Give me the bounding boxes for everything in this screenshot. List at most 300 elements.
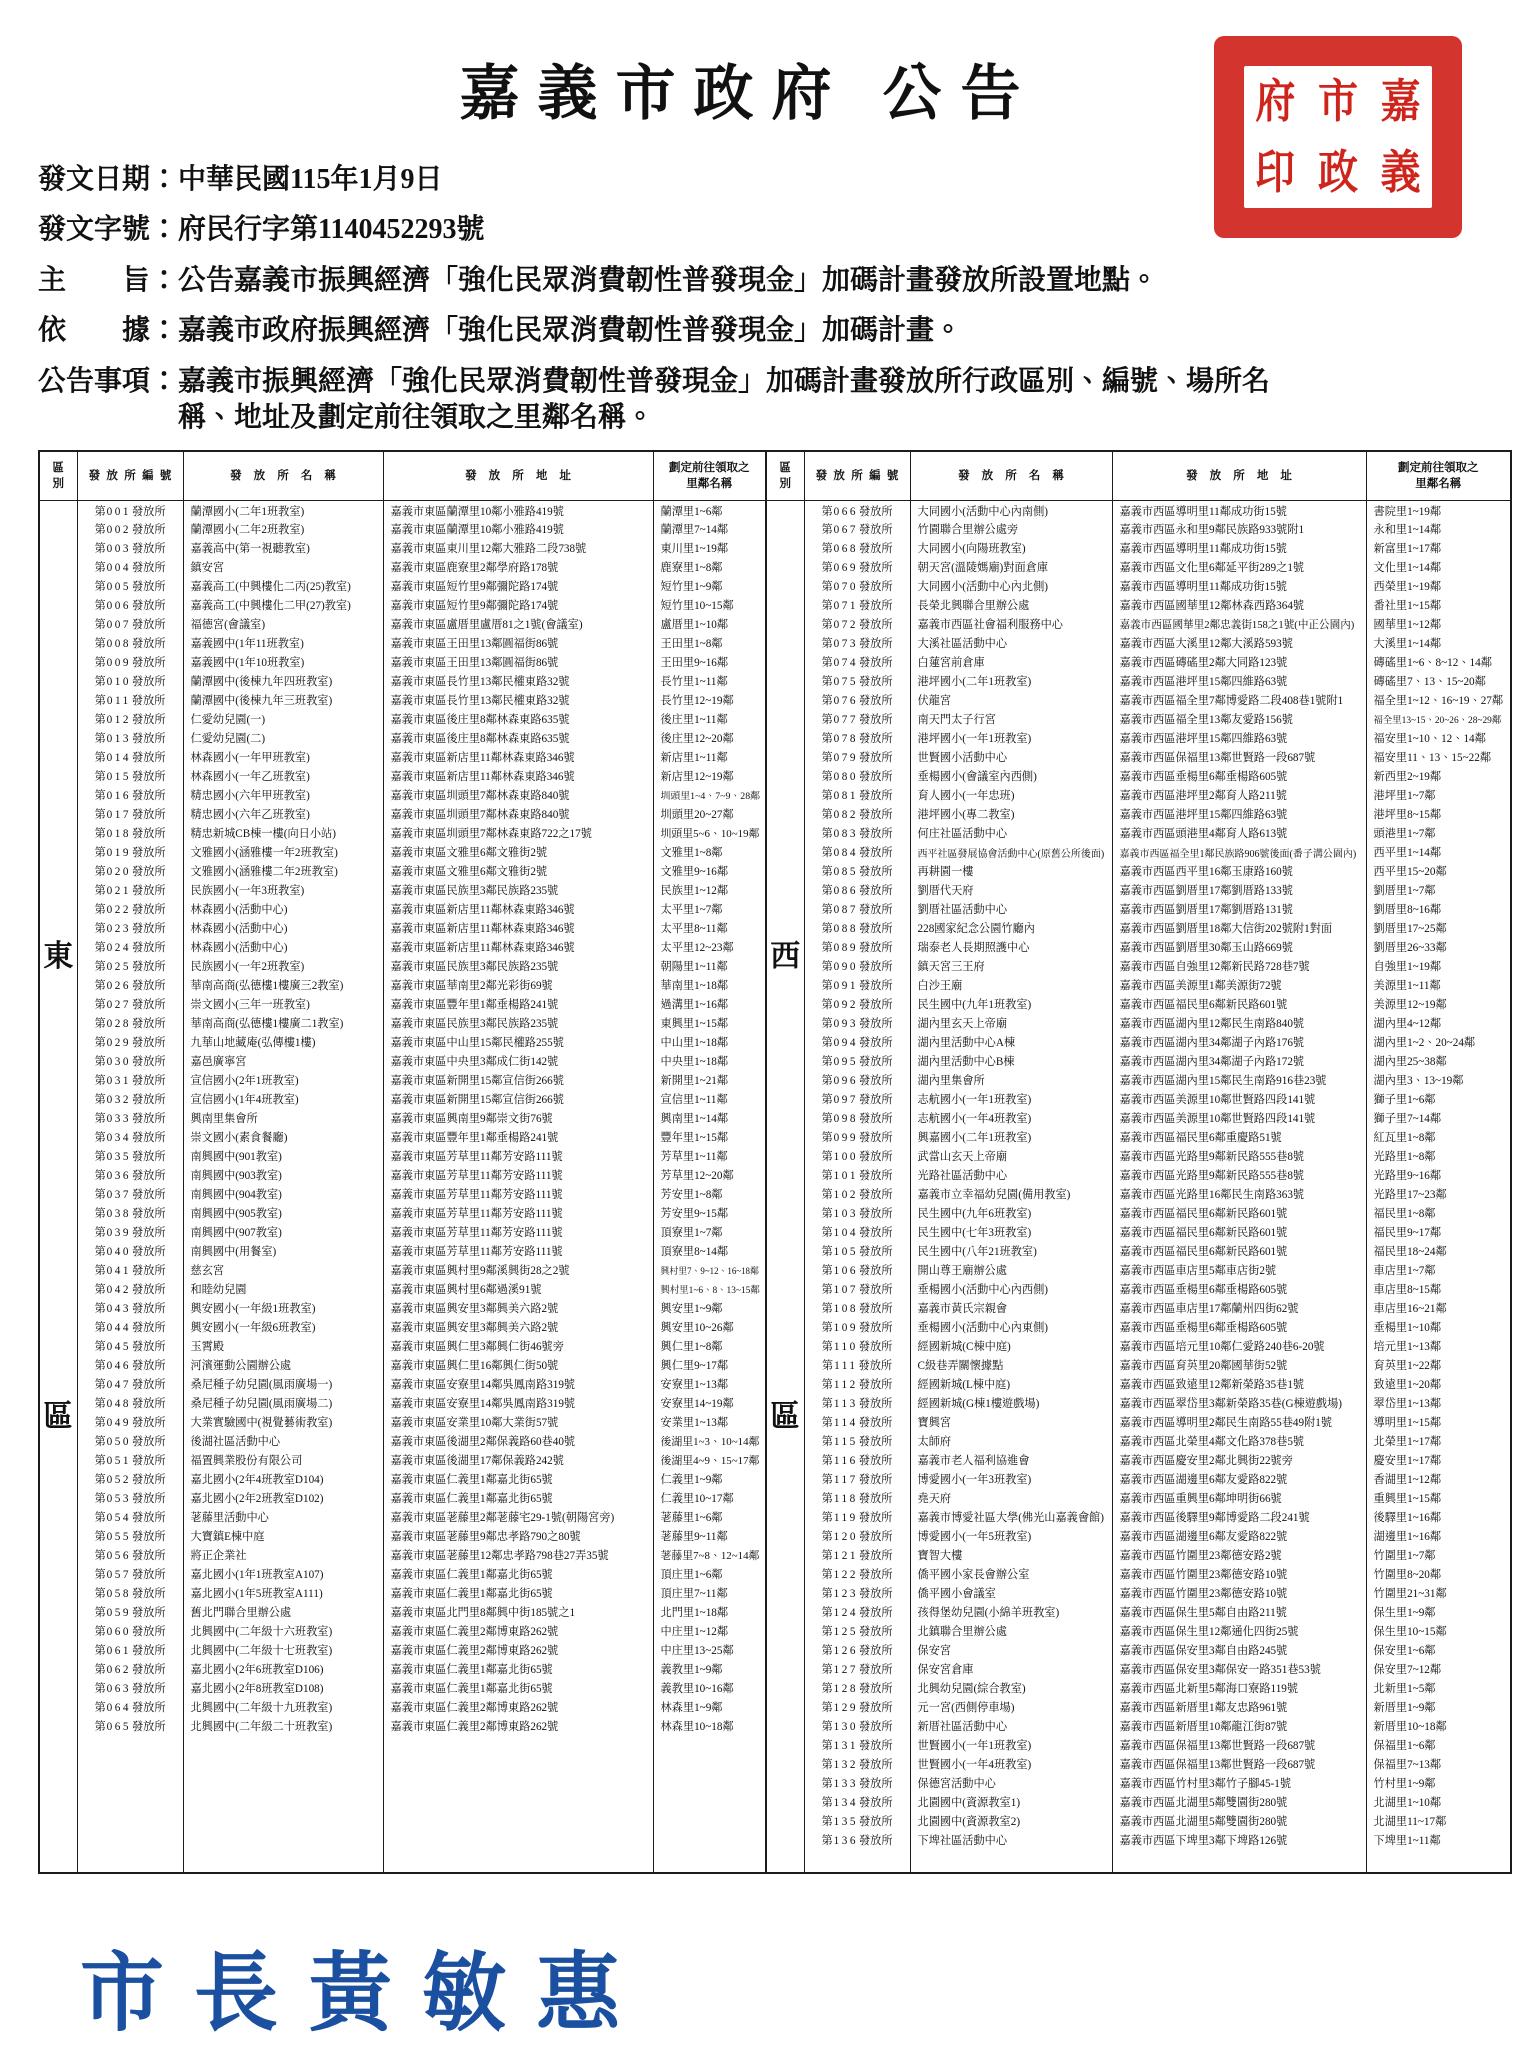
station-address-cell: 嘉義市東區芳草里11鄰芳安路111號 xyxy=(383,1185,653,1204)
station-address-cell: 嘉義市西區文化里6鄰延平街289之1號 xyxy=(1112,558,1366,577)
table-row xyxy=(766,1774,1511,1793)
ward-range-cell: 竹村里1~9鄰 xyxy=(1366,1774,1511,1793)
station-address-cell: 嘉義市西區新厝里1鄰友忠路961號 xyxy=(1112,1698,1366,1717)
station-number-cell: 第119發放所 xyxy=(804,1508,910,1527)
station-name-cell: 蘭潭國中(後棟九年四班教室) xyxy=(183,672,383,691)
table-row xyxy=(39,862,766,881)
station-number-cell: 第113發放所 xyxy=(804,1394,910,1413)
station-address-cell: 嘉義市東區圳頭里7鄰林森東路840號 xyxy=(383,805,653,824)
station-address-cell: 嘉義市西區後驛里9鄰博愛路二段241號 xyxy=(1112,1508,1366,1527)
station-number-cell: 第036發放所 xyxy=(77,1166,183,1185)
station-address-cell: 嘉義市西區垂楊里6鄰垂楊路605號 xyxy=(1112,1318,1366,1337)
station-address-cell: 嘉義市西區光路里9鄰新民路555巷8號 xyxy=(1112,1147,1366,1166)
station-address-cell: 嘉義市西區福全里1鄰民族路906號後面(番子溝公園內) xyxy=(1112,843,1366,862)
items-row xyxy=(38,364,1500,437)
station-number-cell: 第019發放所 xyxy=(77,843,183,862)
table-row xyxy=(39,1698,766,1717)
table-row xyxy=(766,805,1511,824)
station-name-cell: 嘉義市立幸福幼兒園(備用教室) xyxy=(910,1185,1112,1204)
ward-range-cell: 北湖里11~17鄰 xyxy=(1366,1812,1511,1831)
station-number-cell: 第079發放所 xyxy=(804,748,910,767)
station-name-cell: 嘉義高中(第一視聽教室) xyxy=(183,539,383,558)
table-row xyxy=(766,615,1511,634)
station-number-cell: 第090發放所 xyxy=(804,957,910,976)
table-row xyxy=(766,1261,1511,1280)
station-address-cell: 嘉義市東區鹿寮里2鄰學府路178號 xyxy=(383,558,653,577)
table-row xyxy=(766,1508,1511,1527)
station-number-cell: 第104發放所 xyxy=(804,1223,910,1242)
table-row xyxy=(39,520,766,539)
station-name-cell: 湖內里集會所 xyxy=(910,1071,1112,1090)
station-name-cell: 寶智大樓 xyxy=(910,1546,1112,1565)
station-number-cell: 第010發放所 xyxy=(77,672,183,691)
ward-range-cell: 中庄里13~25鄰 xyxy=(653,1641,766,1660)
station-name-cell: 開山尊王廟辦公處 xyxy=(910,1261,1112,1280)
table-row xyxy=(766,1489,1511,1508)
table-row xyxy=(766,1679,1511,1698)
station-address-cell: 嘉義市西區保生里12鄰通化四街25號 xyxy=(1112,1622,1366,1641)
station-number-cell: 第060發放所 xyxy=(77,1622,183,1641)
station-name-cell: 將正企業社 xyxy=(183,1546,383,1565)
ward-range-cell: 港坪里8~15鄰 xyxy=(1366,805,1511,824)
station-name-cell: 北興國中(二年級十六班教室) xyxy=(183,1622,383,1641)
station-name-cell: 北鎮聯合里辦公處 xyxy=(910,1622,1112,1641)
table-row xyxy=(766,691,1511,710)
station-name-cell: 桑尼種子幼兒園(風雨廣場二) xyxy=(183,1394,383,1413)
ref-number-value: 府民行字第1140452293號 xyxy=(178,214,485,246)
station-number-cell: 第072發放所 xyxy=(804,615,910,634)
ward-range-cell: 新厝里1~9鄰 xyxy=(1366,1698,1511,1717)
ward-range-cell: 頂庄里1~6鄰 xyxy=(653,1565,766,1584)
ward-range-cell: 長竹里12~19鄰 xyxy=(653,691,766,710)
district-char: 區 xyxy=(770,1399,801,1433)
station-number-cell: 第133發放所 xyxy=(804,1774,910,1793)
station-address-cell: 嘉義市西區光路里16鄰民生南路363號 xyxy=(1112,1185,1366,1204)
table-row xyxy=(766,1565,1511,1584)
ward-range-cell: 芳安里9~15鄰 xyxy=(653,1204,766,1223)
ward-range-cell: 短竹里1~9鄰 xyxy=(653,577,766,596)
table-row xyxy=(39,1014,766,1033)
ward-range-cell: 光路里1~8鄰 xyxy=(1366,1147,1511,1166)
station-address-cell: 嘉義市東區安寮里14鄰吳鳳南路319號 xyxy=(383,1375,653,1394)
station-number-cell: 第081發放所 xyxy=(804,786,910,805)
station-address-cell: 嘉義市東區蘭潭里10鄰小雅路419號 xyxy=(383,520,653,539)
station-name-cell: 經國新城(C棟中庭) xyxy=(910,1337,1112,1356)
ward-range-cell: 興南里1~14鄰 xyxy=(653,1109,766,1128)
ward-range-cell: 頭港里1~7鄰 xyxy=(1366,824,1511,843)
subject-row xyxy=(38,263,1500,299)
station-address-cell: 嘉義市西區國華里12鄰林森西路364號 xyxy=(1112,596,1366,615)
station-address-cell: 嘉義市東區中央里3鄰成仁街142號 xyxy=(383,1052,653,1071)
station-name-cell: 港坪國小(二年1班教室) xyxy=(910,672,1112,691)
station-address-cell: 嘉義市東區後庄里8鄰林森東路635號 xyxy=(383,729,653,748)
station-number-cell: 第076發放所 xyxy=(804,691,910,710)
station-number-cell: 第117發放所 xyxy=(804,1470,910,1489)
station-number-cell: 第122發放所 xyxy=(804,1565,910,1584)
table-row xyxy=(39,1109,766,1128)
station-address-cell: 嘉義市西區劉厝里17鄰劉厝路133號 xyxy=(1112,881,1366,900)
station-address-cell: 嘉義市東區新店里11鄰林森東路346號 xyxy=(383,938,653,957)
district-label xyxy=(766,501,804,1874)
station-number-cell: 第050發放所 xyxy=(77,1432,183,1451)
station-name-cell: 興嘉國小(二年1班教室) xyxy=(910,1128,1112,1147)
ward-range-cell: 興安里1~9鄰 xyxy=(653,1299,766,1318)
ward-range-cell: 民族里1~12鄰 xyxy=(653,881,766,900)
station-name-cell: 民生國中(九年1班教室) xyxy=(910,995,1112,1014)
ward-range-cell: 興村里1~6、8、13~15鄰 xyxy=(653,1280,766,1299)
station-name-cell: 嘉義市黃氏宗親會 xyxy=(910,1299,1112,1318)
district-char: 東 xyxy=(43,939,74,973)
ward-range-cell: 重興里1~15鄰 xyxy=(1366,1489,1511,1508)
station-name-cell: 元一宮(西側停車場) xyxy=(910,1698,1112,1717)
station-number-cell: 第002發放所 xyxy=(77,520,183,539)
station-address-cell: 嘉義市西區保安里3鄰保安一路351巷53號 xyxy=(1112,1660,1366,1679)
table-row xyxy=(766,824,1511,843)
station-address-cell: 嘉義市東區興仁里16鄰興仁街50號 xyxy=(383,1356,653,1375)
table-row xyxy=(39,1356,766,1375)
station-number-cell: 第018發放所 xyxy=(77,824,183,843)
station-name-cell: 西平社區發展協會活動中心(原舊公所後面) xyxy=(910,843,1112,862)
table-row xyxy=(39,1261,766,1280)
column-header: 區 別 xyxy=(766,451,804,501)
station-address-cell: 嘉義市西區自強里12鄰新民路728巷7號 xyxy=(1112,957,1366,976)
column-header: 發放所名稱 xyxy=(183,451,383,501)
station-address-cell: 嘉義市西區保安里3鄰自由路245號 xyxy=(1112,1641,1366,1660)
station-number-cell: 第124發放所 xyxy=(804,1603,910,1622)
station-address-cell: 嘉義市東區興安里3鄰興美六路2號 xyxy=(383,1299,653,1318)
station-number-cell: 第007發放所 xyxy=(77,615,183,634)
station-number-cell: 第069發放所 xyxy=(804,558,910,577)
station-number-cell: 第131發放所 xyxy=(804,1736,910,1755)
subject-label: 主 旨： xyxy=(38,264,179,296)
station-address-cell: 嘉義市西區美源里1鄰美源街72號 xyxy=(1112,976,1366,995)
station-number-cell: 第052發放所 xyxy=(77,1470,183,1489)
station-number-cell: 第132發放所 xyxy=(804,1755,910,1774)
station-name-cell: 北園國中(資源教室2) xyxy=(910,1812,1112,1831)
table-row xyxy=(39,1337,766,1356)
station-number-cell: 第089發放所 xyxy=(804,938,910,957)
table-row xyxy=(39,938,766,957)
table-row xyxy=(766,710,1511,729)
table-row xyxy=(766,634,1511,653)
mayor-signature: 市長黃敏惠 xyxy=(80,1947,651,2043)
table-row xyxy=(39,1717,766,1736)
empty-cell xyxy=(183,1736,383,1874)
table-row xyxy=(39,786,766,805)
station-number-cell: 第096發放所 xyxy=(804,1071,910,1090)
station-number-cell: 第023發放所 xyxy=(77,919,183,938)
table-row xyxy=(39,881,766,900)
ward-range-cell: 劉厝里1~7鄰 xyxy=(1366,881,1511,900)
ward-range-cell: 美源里12~19鄰 xyxy=(1366,995,1511,1014)
station-name-cell: 嘉義高工(中興樓化二甲(27)教室) xyxy=(183,596,383,615)
station-name-cell: 垂楊國小(活動中心內東側) xyxy=(910,1318,1112,1337)
district-label xyxy=(39,501,77,1874)
ward-range-cell: 竹圍里21~31鄰 xyxy=(1366,1584,1511,1603)
station-number-cell: 第026發放所 xyxy=(77,976,183,995)
station-number-cell: 第058發放所 xyxy=(77,1584,183,1603)
table-row xyxy=(766,1166,1511,1185)
station-name-cell: 志航國小(一年1班教室) xyxy=(910,1090,1112,1109)
table-row xyxy=(766,577,1511,596)
station-name-cell: 保安宮倉庫 xyxy=(910,1660,1112,1679)
table-row xyxy=(766,1736,1511,1755)
table-row xyxy=(766,1071,1511,1090)
station-address-cell: 嘉義市西區竹村里3鄰竹子腳45-1號 xyxy=(1112,1774,1366,1793)
ward-range-cell: 圳頭里20~27鄰 xyxy=(653,805,766,824)
ward-range-cell: 華南里1~18鄰 xyxy=(653,976,766,995)
station-name-cell: 世賢國小(一年1班教室) xyxy=(910,1736,1112,1755)
station-name-cell: 嘉義國中(1年10班教室) xyxy=(183,653,383,672)
ward-range-cell: 興安里10~26鄰 xyxy=(653,1318,766,1337)
table-row xyxy=(39,843,766,862)
station-number-cell: 第048發放所 xyxy=(77,1394,183,1413)
station-number-cell: 第068發放所 xyxy=(804,539,910,558)
station-number-cell: 第043發放所 xyxy=(77,1299,183,1318)
station-number-cell: 第013發放所 xyxy=(77,729,183,748)
station-address-cell: 嘉義市西區港坪里15鄰四維路63號 xyxy=(1112,805,1366,824)
table-row xyxy=(39,1090,766,1109)
station-number-cell: 第031發放所 xyxy=(77,1071,183,1090)
table-row xyxy=(39,615,766,634)
station-address-cell: 嘉義市西區福全里13鄰友愛路156號 xyxy=(1112,710,1366,729)
station-number-cell: 第134發放所 xyxy=(804,1793,910,1812)
station-number-cell: 第127發放所 xyxy=(804,1660,910,1679)
station-number-cell: 第001發放所 xyxy=(77,501,183,520)
station-name-cell: 白蓮宮前倉庫 xyxy=(910,653,1112,672)
station-number-cell: 第063發放所 xyxy=(77,1679,183,1698)
station-address-cell: 嘉義市西區劉厝里18鄰大信街202號附1對面 xyxy=(1112,919,1366,938)
ward-range-cell: 磚磘里1~6、8~12、14鄰 xyxy=(1366,653,1511,672)
station-address-cell: 嘉義市東區荖藤里9鄰忠孝路790之80號 xyxy=(383,1527,653,1546)
station-address-cell: 嘉義市東區豐年里1鄰垂楊路241號 xyxy=(383,995,653,1014)
station-name-cell: 大同國小(活動中心內北側) xyxy=(910,577,1112,596)
ward-range-cell: 盧厝里1~10鄰 xyxy=(653,615,766,634)
station-address-cell: 嘉義市東區荖藤里12鄰忠孝路798巷27弄35號 xyxy=(383,1546,653,1565)
table-row xyxy=(766,1280,1511,1299)
station-name-cell: 嘉北國小(1年5班教室A111) xyxy=(183,1584,383,1603)
station-address-cell: 嘉義市西區慶安里2鄰北興街22號旁 xyxy=(1112,1451,1366,1470)
station-address-cell: 嘉義市東區圳頭里7鄰林森東路840號 xyxy=(383,786,653,805)
station-number-cell: 第040發放所 xyxy=(77,1242,183,1261)
station-number-cell: 第073發放所 xyxy=(804,634,910,653)
ward-range-cell: 荖藤里9~11鄰 xyxy=(653,1527,766,1546)
station-address-cell: 嘉義市東區東川里12鄰大雅路二段738號 xyxy=(383,539,653,558)
seal-text-area xyxy=(1244,66,1432,208)
table-row xyxy=(39,805,766,824)
ward-range-cell: 保安里7~12鄰 xyxy=(1366,1660,1511,1679)
ward-range-cell: 豐年里1~15鄰 xyxy=(653,1128,766,1147)
station-name-cell: 南興國中(907教室) xyxy=(183,1223,383,1242)
ward-range-cell: 湖內里3、13~19鄰 xyxy=(1366,1071,1511,1090)
table-row xyxy=(766,1603,1511,1622)
column-header: 發放所編號 xyxy=(77,451,183,501)
station-address-cell: 嘉義市西區新厝里10鄰龍江街87號 xyxy=(1112,1717,1366,1736)
table-row xyxy=(766,1394,1511,1413)
station-number-cell: 第083發放所 xyxy=(804,824,910,843)
station-name-cell: 興安國小(一年級6班教室) xyxy=(183,1318,383,1337)
station-number-cell: 第077發放所 xyxy=(804,710,910,729)
table-row xyxy=(766,1337,1511,1356)
table-row xyxy=(39,710,766,729)
ward-range-cell: 芳安里1~8鄰 xyxy=(653,1185,766,1204)
station-number-cell: 第047發放所 xyxy=(77,1375,183,1394)
ward-range-cell: 西平里1~14鄰 xyxy=(1366,843,1511,862)
empty-cell xyxy=(1112,1850,1366,1874)
station-number-cell: 第045發放所 xyxy=(77,1337,183,1356)
table-row xyxy=(39,1033,766,1052)
station-tables xyxy=(38,450,1504,1874)
ward-range-cell: 保福里7~13鄰 xyxy=(1366,1755,1511,1774)
table-row xyxy=(766,653,1511,672)
ward-range-cell: 美源里1~11鄰 xyxy=(1366,976,1511,995)
station-name-cell: 北園國中(資源教室1) xyxy=(910,1793,1112,1812)
ward-range-cell: 東川里1~19鄰 xyxy=(653,539,766,558)
station-name-cell: 南興國中(用餐室) xyxy=(183,1242,383,1261)
ward-range-cell: 育英里1~22鄰 xyxy=(1366,1356,1511,1375)
station-number-cell: 第009發放所 xyxy=(77,653,183,672)
table-row xyxy=(39,691,766,710)
station-number-cell: 第130發放所 xyxy=(804,1717,910,1736)
station-number-cell: 第029發放所 xyxy=(77,1033,183,1052)
station-name-cell: 蘭潭國小(二年2班教室) xyxy=(183,520,383,539)
ward-range-cell: 蘭潭里7~14鄰 xyxy=(653,520,766,539)
station-name-cell: 志航國小(一年4班教室) xyxy=(910,1109,1112,1128)
table-row xyxy=(766,900,1511,919)
station-name-cell: 嘉義高工(中興樓化二丙(25)教室) xyxy=(183,577,383,596)
ward-range-cell: 蘭潭里1~6鄰 xyxy=(653,501,766,520)
station-name-cell: 華南高商(弘德樓1樓廣二1教室) xyxy=(183,1014,383,1033)
table-row xyxy=(766,558,1511,577)
station-name-cell: 南興國中(904教室) xyxy=(183,1185,383,1204)
station-number-cell: 第126發放所 xyxy=(804,1641,910,1660)
station-name-cell: 堯天府 xyxy=(910,1489,1112,1508)
station-number-cell: 第099發放所 xyxy=(804,1128,910,1147)
station-address-cell: 嘉義市西區福民里6鄰新民路601號 xyxy=(1112,1223,1366,1242)
station-address-cell: 嘉義市西區保福里13鄰世賢路一段687號 xyxy=(1112,748,1366,767)
table-row xyxy=(766,596,1511,615)
station-number-cell: 第116發放所 xyxy=(804,1451,910,1470)
station-name-cell: C級巷弄關懷據點 xyxy=(910,1356,1112,1375)
station-number-cell: 第080發放所 xyxy=(804,767,910,786)
ward-range-cell: 圳頭里1~4、7~9、28鄰 xyxy=(653,786,766,805)
ward-range-cell: 義教里10~16鄰 xyxy=(653,1679,766,1698)
ward-range-cell: 竹圍里1~7鄰 xyxy=(1366,1546,1511,1565)
ward-range-cell: 東興里1~15鄰 xyxy=(653,1014,766,1033)
station-name-cell: 鎮天宮三王府 xyxy=(910,957,1112,976)
table-row xyxy=(766,1584,1511,1603)
ward-range-cell: 新西里2~19鄰 xyxy=(1366,767,1511,786)
ward-range-cell: 湖內里1~2、20~24鄰 xyxy=(1366,1033,1511,1052)
table-row xyxy=(766,539,1511,558)
station-number-cell: 第038發放所 xyxy=(77,1204,183,1223)
station-number-cell: 第086發放所 xyxy=(804,881,910,900)
ward-range-cell: 興仁里1~8鄰 xyxy=(653,1337,766,1356)
ward-range-cell: 福全里13~15、20~26、28~29鄰 xyxy=(1366,710,1511,729)
station-name-cell: 下埤社區活動中心 xyxy=(910,1831,1112,1850)
station-number-cell: 第088發放所 xyxy=(804,919,910,938)
station-address-cell: 嘉義市西區竹圍里23鄰德安路10號 xyxy=(1112,1565,1366,1584)
station-name-cell: 精忠新城CB棟一樓(向日小站) xyxy=(183,824,383,843)
ward-range-cell: 圳頭里5~6、10~19鄰 xyxy=(653,824,766,843)
table-row xyxy=(39,1451,766,1470)
ward-range-cell: 林森里1~9鄰 xyxy=(653,1698,766,1717)
station-name-cell: 博愛國小(一年5班教室) xyxy=(910,1527,1112,1546)
station-number-cell: 第015發放所 xyxy=(77,767,183,786)
station-address-cell: 嘉義市西區湖邊里6鄰友愛路822號 xyxy=(1112,1470,1366,1489)
station-number-cell: 第103發放所 xyxy=(804,1204,910,1223)
station-address-cell: 嘉義市西區北湖里5鄰雙園街280號 xyxy=(1112,1812,1366,1831)
station-address-cell: 嘉義市西區翠岱里3鄰新榮路35巷(G棟遊戲場) xyxy=(1112,1394,1366,1413)
ward-range-cell: 福全里1~12、16~19、27鄰 xyxy=(1366,691,1511,710)
ward-range-cell: 大溪里1~14鄰 xyxy=(1366,634,1511,653)
station-address-cell: 嘉義市東區後湖里17鄰保義路242號 xyxy=(383,1451,653,1470)
table-row xyxy=(766,919,1511,938)
station-number-cell: 第057發放所 xyxy=(77,1565,183,1584)
station-address-cell: 嘉義市東區仁義里2鄰博東路262號 xyxy=(383,1717,653,1736)
station-address-cell: 嘉義市東區王田里13鄰圓福街86號 xyxy=(383,653,653,672)
station-number-cell: 第100發放所 xyxy=(804,1147,910,1166)
table-row xyxy=(766,786,1511,805)
station-address-cell: 嘉義市西區福民里6鄰重慶路51號 xyxy=(1112,1128,1366,1147)
district-char: 西 xyxy=(770,939,801,973)
table-row xyxy=(39,577,766,596)
table-row xyxy=(39,957,766,976)
station-name-cell: 桑尼種子幼兒園(風雨廣場一) xyxy=(183,1375,383,1394)
station-name-cell: 玉霄殿 xyxy=(183,1337,383,1356)
table-row xyxy=(766,1299,1511,1318)
station-number-cell: 第074發放所 xyxy=(804,653,910,672)
station-name-cell: 文雅國小(涵雅樓一年2班教室) xyxy=(183,843,383,862)
table-row xyxy=(39,900,766,919)
ward-range-cell: 頂庄里7~11鄰 xyxy=(653,1584,766,1603)
station-name-cell: 湖內里活動中心A棟 xyxy=(910,1033,1112,1052)
ward-range-cell: 新厝里10~18鄰 xyxy=(1366,1717,1511,1736)
ward-range-cell: 福安里1~10、12、14鄰 xyxy=(1366,729,1511,748)
seal-char: 市 xyxy=(1318,75,1359,127)
station-name-cell: 博愛國小(一年3班教室) xyxy=(910,1470,1112,1489)
station-number-cell: 第114發放所 xyxy=(804,1413,910,1432)
ward-range-cell: 王田里9~16鄰 xyxy=(653,653,766,672)
station-name-cell: 嘉義國中(1年11班教室) xyxy=(183,634,383,653)
station-address-cell: 嘉義市東區短竹里9鄰彌陀路174號 xyxy=(383,596,653,615)
ward-range-cell: 劉厝里26~33鄰 xyxy=(1366,938,1511,957)
seal-column xyxy=(1318,66,1358,208)
table-row xyxy=(39,1527,766,1546)
station-address-cell: 嘉義市西區導明里11鄰成功街15號 xyxy=(1112,577,1366,596)
station-number-cell: 第107發放所 xyxy=(804,1280,910,1299)
station-number-cell: 第035發放所 xyxy=(77,1147,183,1166)
ward-range-cell: 頂寮里8~14鄰 xyxy=(653,1242,766,1261)
station-number-cell: 第087發放所 xyxy=(804,900,910,919)
ward-range-cell: 後庄里1~11鄰 xyxy=(653,710,766,729)
station-number-cell: 第054發放所 xyxy=(77,1508,183,1527)
table-row xyxy=(39,1166,766,1185)
ward-range-cell: 港坪里1~7鄰 xyxy=(1366,786,1511,805)
table-row xyxy=(39,1641,766,1660)
station-name-cell: 精忠國小(六年乙班教室) xyxy=(183,805,383,824)
table-row xyxy=(766,1242,1511,1261)
station-name-cell: 大寶鎮E棟中庭 xyxy=(183,1527,383,1546)
station-address-cell: 嘉義市西區湖內里34鄰湖子內路176號 xyxy=(1112,1033,1366,1052)
station-address-cell: 嘉義市西區湖內里12鄰民生南路840號 xyxy=(1112,1014,1366,1033)
table-row xyxy=(39,1223,766,1242)
station-name-cell: 華南高商(弘德樓1樓廣三2教室) xyxy=(183,976,383,995)
station-number-cell: 第067發放所 xyxy=(804,520,910,539)
station-number-cell: 第082發放所 xyxy=(804,805,910,824)
station-name-cell: 福德宮(會議室) xyxy=(183,615,383,634)
ward-range-cell: 林森里10~18鄰 xyxy=(653,1717,766,1736)
